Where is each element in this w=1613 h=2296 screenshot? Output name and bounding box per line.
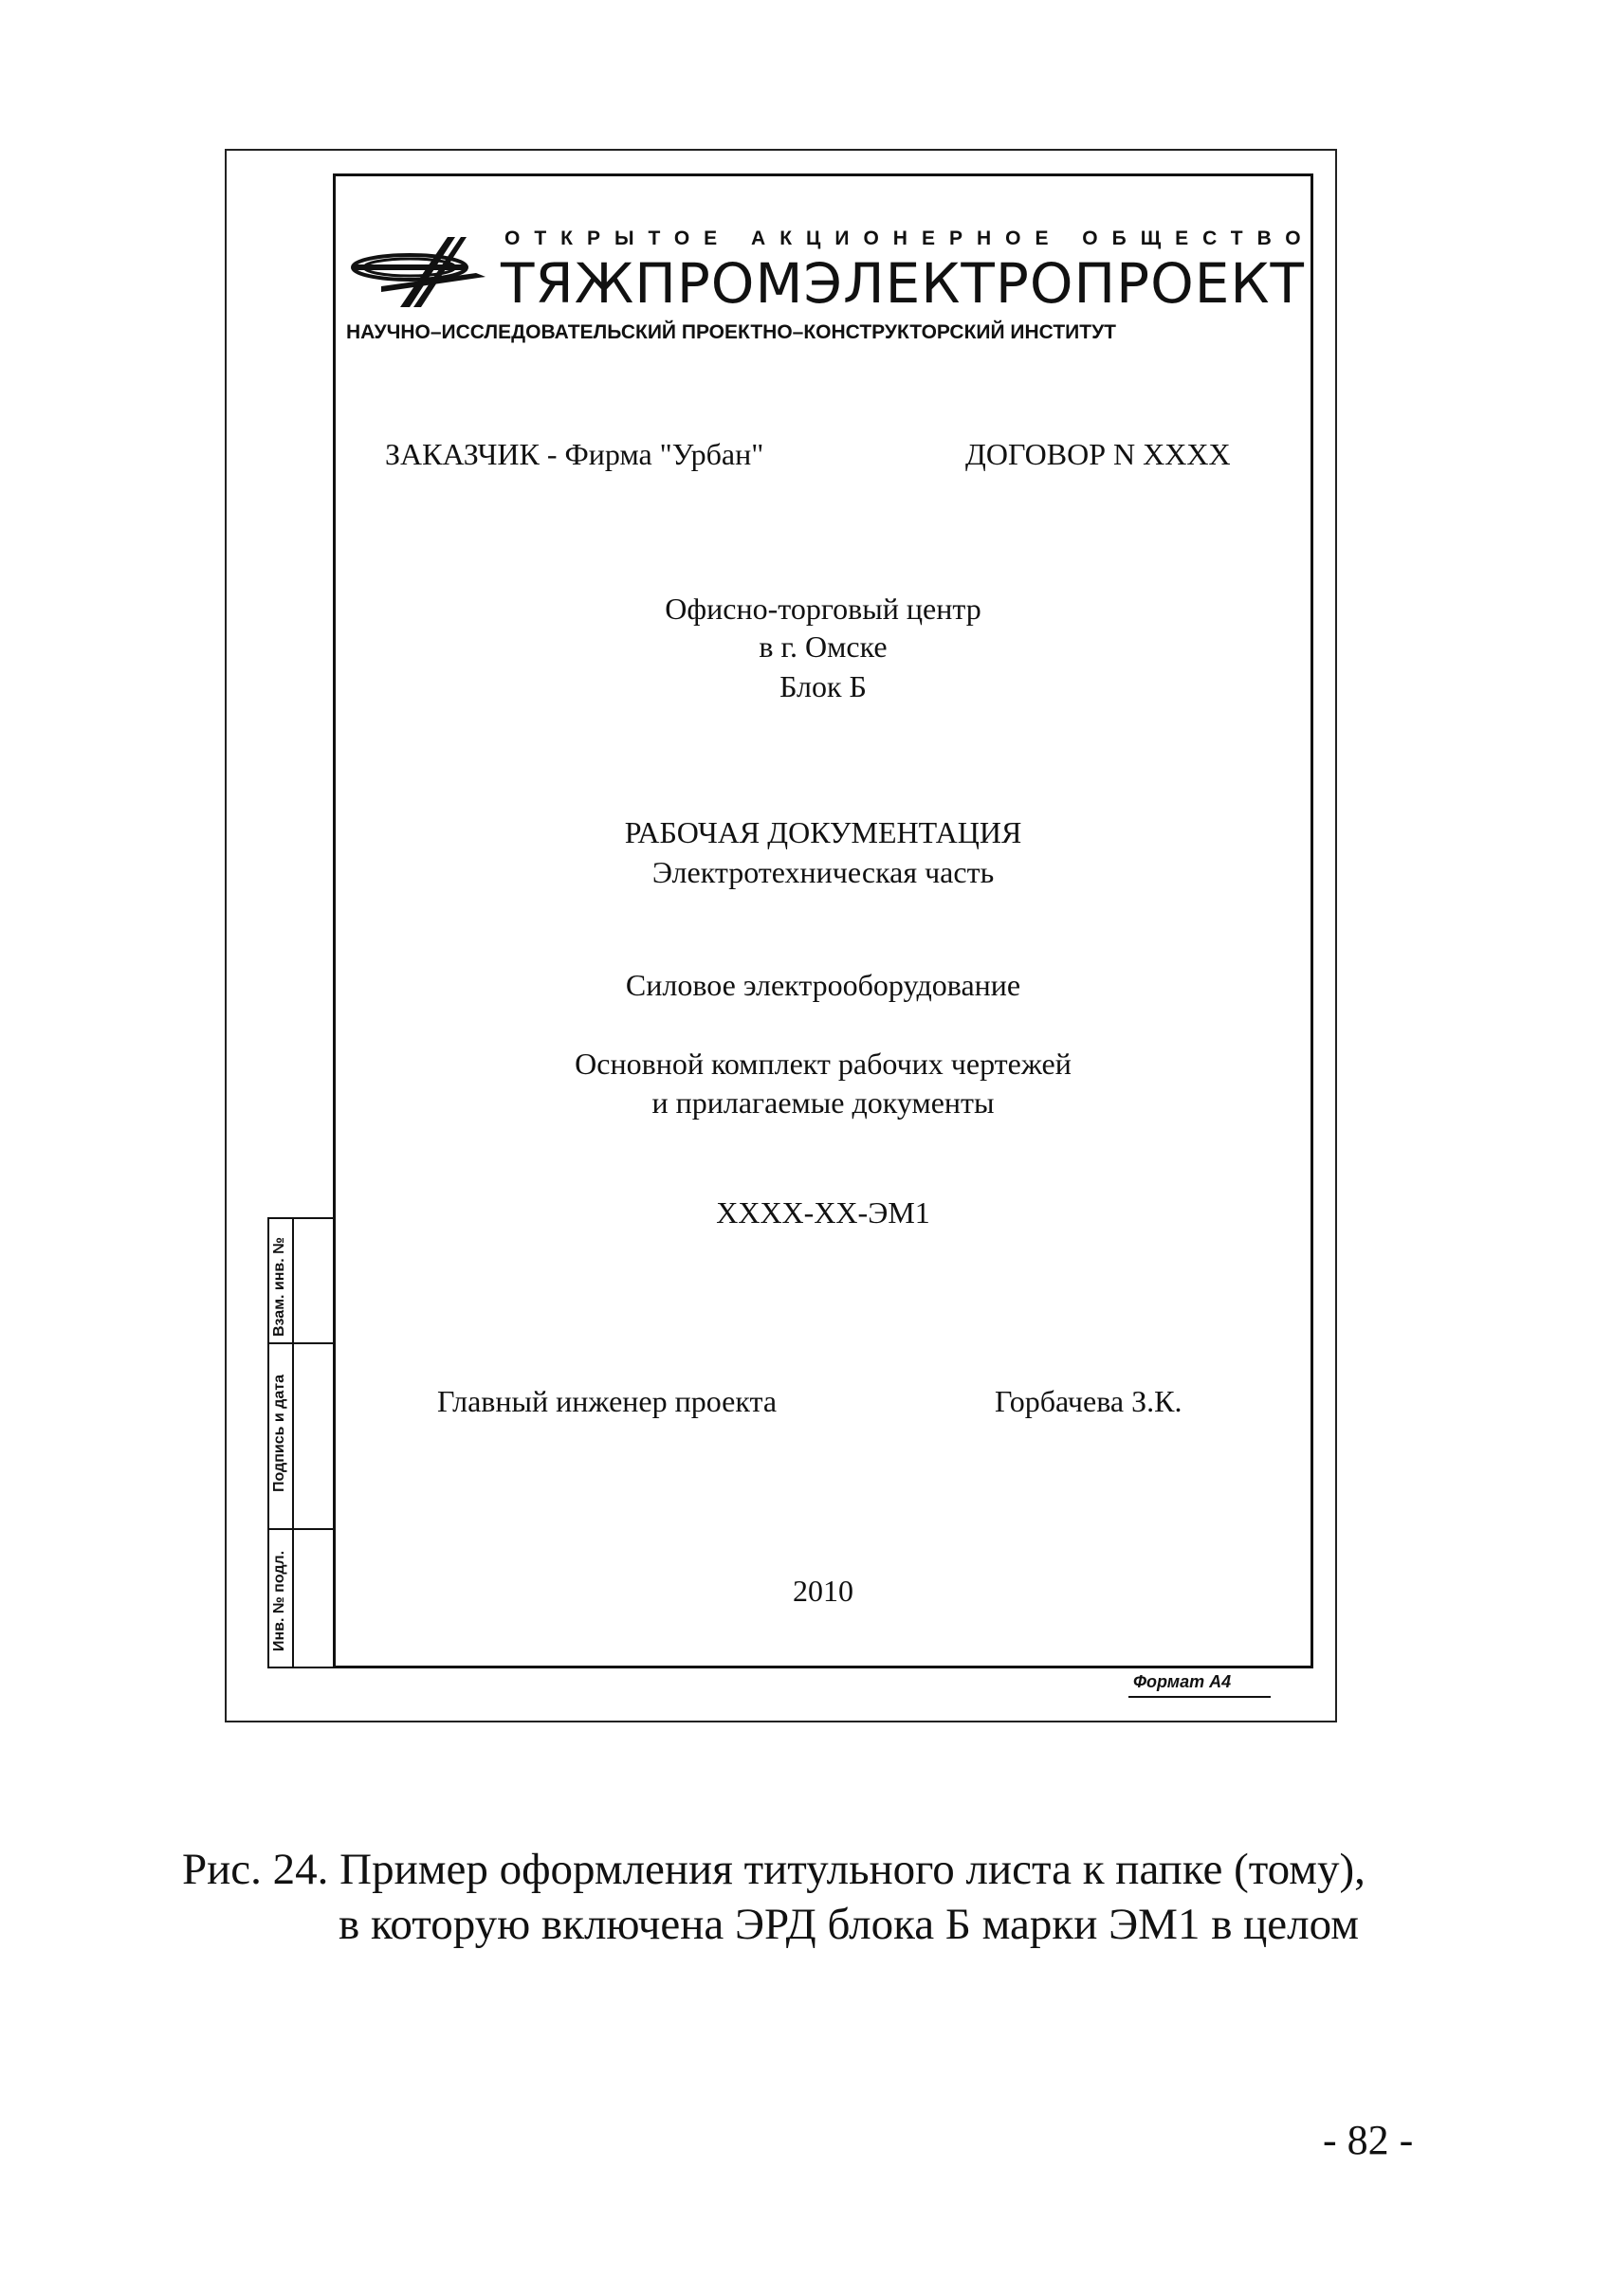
side-strip-divider-1: [267, 1342, 333, 1344]
object-line-3: Блок Б: [779, 669, 867, 703]
document-code: XXXX-XX-ЭМ1: [716, 1195, 930, 1230]
side-strip-divider-2: [267, 1528, 333, 1530]
figure-caption-line-2: в которую включена ЭРД блока Б марки ЭМ1 в целом: [339, 1900, 1359, 1949]
company-type: ОТКРЫТОЕ АКЦИОНЕРНОЕ ОБЩЕСТВО: [504, 228, 1315, 249]
side-strip-top-label: Взам. инв. №: [271, 1237, 287, 1337]
contract-number: ДОГОВОР N XXXX: [965, 437, 1231, 471]
institute-name: НАУЧНО–ИССЛЕДОВАТЕЛЬСКИЙ ПРОЕКТНО–КОНСТРУКТОРСКИЙ ИНСТИТУТ: [346, 321, 1116, 343]
documentation-title: РАБОЧАЯ ДОКУМЕНТАЦИЯ: [624, 815, 1022, 849]
company-logo-icon: [343, 229, 495, 313]
document-year: 2010: [793, 1574, 853, 1608]
documentation-set-line-1: Основной комплект рабочих чертежей: [575, 1047, 1072, 1081]
object-line-2: в г. Омске: [759, 629, 888, 664]
title-sheet-frame: [333, 173, 1313, 1668]
figure-caption-line-1: Рис. 24. Пример оформления титульного листа к папке (тому),: [182, 1845, 1366, 1894]
format-underline: [1128, 1696, 1271, 1698]
format-label: Формат А4: [1133, 1672, 1232, 1691]
object-line-1: Офисно-торговый центр: [665, 592, 981, 626]
documentation-section: Силовое электрооборудование: [625, 968, 1021, 1002]
customer: ЗАКАЗЧИК - Фирма "Урбан": [385, 437, 764, 471]
documentation-set-line-2: и прилагаемые документы: [651, 1085, 995, 1120]
documentation-part: Электротехническая часть: [651, 855, 995, 889]
signature-name: Горбачева З.К.: [995, 1384, 1182, 1418]
side-strip-middle-label: Подпись и дата: [271, 1375, 287, 1492]
page-number: - 82 -: [1323, 2117, 1414, 2163]
signature-role: Главный инженер проекта: [437, 1384, 778, 1418]
company-name: ТЯЖПРОМЭЛЕКТРОПРОЕКТ: [501, 251, 1305, 316]
side-strip-bottom-label: Инв. № подл.: [271, 1550, 287, 1651]
